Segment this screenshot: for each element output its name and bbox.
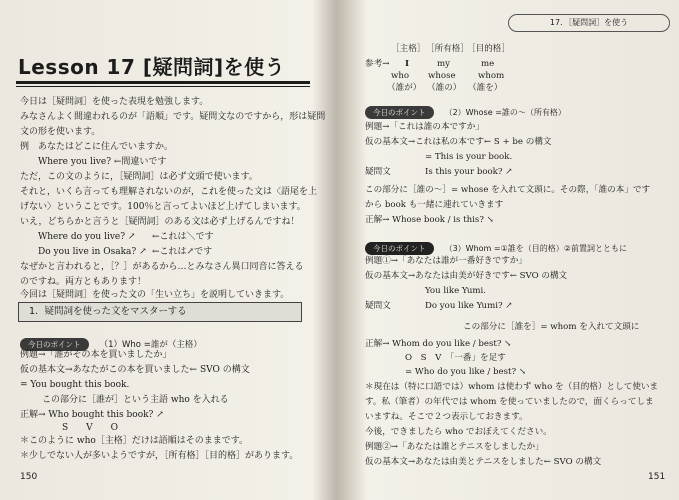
ref-cell: whose [428,71,456,81]
example-line: ＊このように who［主格］だけは語順はそのままです。 [20,436,249,446]
intro-line: いえ，どちらかと言うと［疑問詞］のある文は必ず上げるんですね！ [20,217,300,227]
example-line: す。私（筆者）の年代では whom を使っていましたので，面くらってしま [365,397,654,407]
example-line: 仮の基本文→あなたは由美とテニスをしました← SVO の構文 [365,457,602,467]
intro-line: 今回は［疑問詞］を使った文の「生い立ち」を説明していきます。 [20,290,290,300]
example-line: = You bought this book. [20,380,130,390]
example-english: Where you live? ←間違いです [38,157,167,167]
point3-row [365,236,627,255]
intro-line: ただ，この文のように，［疑問詞］は必ず文頭で使います。 [20,172,258,182]
running-header: 17．［疑問詞］を使う [508,14,670,32]
ref-header-possessive: ［所有格］ [426,44,469,54]
example-line: 例題①→「あなたは誰が一番好きですか」 [365,256,527,266]
example-line: 例題→「これは誰の本ですか」 [365,122,484,132]
point-title: （3）Whom =①誰を（目的格）②前置詞とともに [444,244,627,253]
ref-cell: （誰の） [427,83,462,93]
lesson-title: Lesson 17 [疑問詞]を使う [18,55,286,79]
point-row [20,332,202,351]
example-note: ←これは＼です [152,232,214,242]
example-line: 正解→ Whom do you like / best? ↘ [365,339,512,349]
ref-header-object: ［目的格］ [467,44,510,54]
example-line: 仮の基本文→これは私の本です← S + be の構文 [365,137,552,147]
section-title: 1．疑問詞を使った文をマスターする [29,306,187,317]
title-rule [16,81,310,84]
example-line: ＊現在は（特に口語では）whom は使わず who を（目的格）として使いま [365,382,659,392]
example-label: 疑問文 [365,301,391,311]
ref-cell: （誰を） [468,83,503,93]
example-line: いますね。そこで２つ表示しておきます。 [365,412,528,422]
right-page [343,0,679,500]
example-line: 例題②→「あなたは誰とテニスをしましたか」 [365,442,544,452]
example-note: ←これは↗です [152,247,213,257]
example-line: Do you like Yumi? ↗ [425,301,513,311]
example-line: S V O [62,423,119,433]
example-line: You like Yumi. [425,286,486,296]
example-line: この部分に［誰を］= whom を入れて文頭に [463,322,640,332]
point-pill: 今日のポイント [20,338,89,351]
title-rule-thin [16,86,310,87]
ref-cell: who [391,71,410,81]
intro-line: 例 あなたはどこに住んでいますか。 [20,142,174,152]
example-line: = Who do you like / best? ↘ [405,367,527,377]
ref-label: 参考→ [365,59,390,69]
intro-line: それと，いくら言っても理解されないのが，これを使った文は〈語尾を上 [20,187,318,197]
intro-line: みなさんよく間違われるのが「語順」です。疑問文なのですから，形は疑問 [20,112,326,122]
example-line: から book も一緒に連れていきます [365,200,504,210]
ref-cell: I [405,59,410,69]
intro-line: 今日は［疑問詞］を使った表現を勉強します。 [20,97,209,107]
example-line: この部分に［誰の～］= whose を入れて文頭に。その際，「誰の本」です [365,185,651,195]
example-line: 仮の基本文→あなたがこの本を買いました← SVO の構文 [20,365,250,375]
ref-cell: whom [478,71,505,81]
page-number: 151 [648,472,666,482]
example-line: 正解→ Who bought this book? ↗ [20,410,164,420]
intro-line: げない〉ということです。100％と言ってよいほど上げてしまいます。 [20,202,306,212]
example-english: Do you live in Osaka? ↗ [38,247,147,257]
example-line: = This is your book. [425,152,513,162]
example-line: ＊少しでない人が多いようですが，［所有格］［目的格］があります。 [20,451,299,461]
example-line: O S V 「一番」を足す [405,353,506,363]
example-label: 疑問文 [365,167,391,177]
ref-cell: my [437,59,451,69]
point-pill: 今日のポイント [365,242,434,255]
example-line: 正解→ Whose book / is this? ↘ [365,215,494,225]
example-line: 仮の基本文→あなたは由美が好きです← SVO の構文 [365,271,568,281]
example-line: Is this your book? ↗ [425,167,513,177]
point-pill: 今日のポイント [365,106,434,119]
example-line: 例題→「誰がその本を買いましたか」 [20,350,172,360]
example-line: この部分に［誰が］という主語 who を入れる [42,395,229,405]
page-number: 150 [20,472,38,482]
intro-line: なぜかと言われると，［？］があるから…とみなさん異口同音に答える [20,262,304,272]
left-page [0,0,336,500]
intro-line: 文の形を使います。 [20,127,101,137]
point-title: （1）Who =誰が（主格） [99,340,202,350]
ref-cell: me [481,59,495,69]
example-english: Where do you live? ↗ [38,232,136,242]
example-line: 今後，できましたら who でおぼえてください。 [365,427,552,437]
ref-cell: （誰が） [387,83,422,93]
section-heading [18,302,302,322]
intro-line: のですね。両方ともあります！ [20,277,147,287]
ref-header-subject: ［主格］ [391,44,426,54]
point2-row [365,100,566,119]
point-title: （2）Whose =誰の～（所有格） [444,108,566,117]
